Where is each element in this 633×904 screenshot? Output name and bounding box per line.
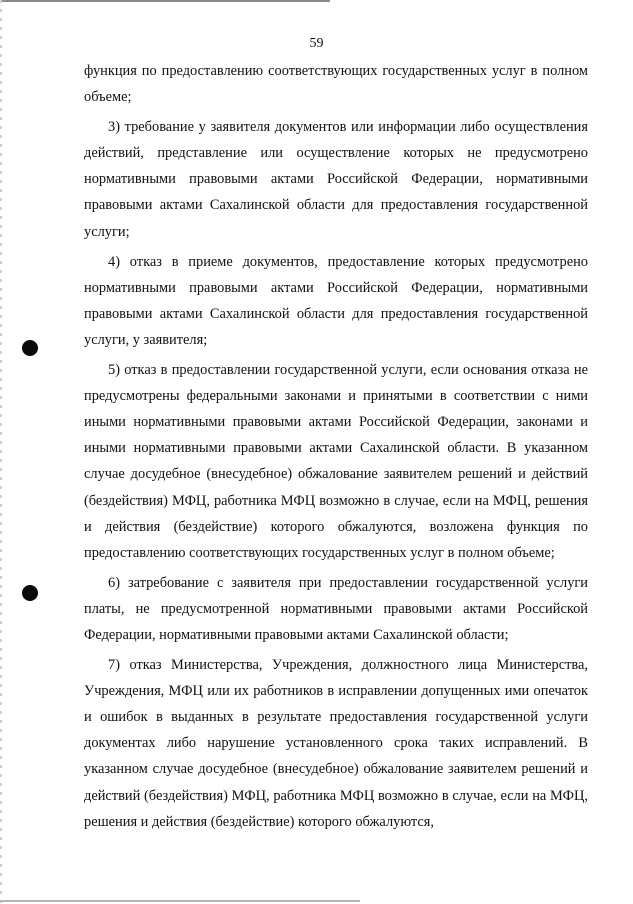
page-number: 59 (309, 36, 324, 51)
paragraph-item-7: 7) отказ Министерства, Учреждения, должностного лица Министерства, Учреждения, МФЦ или их работников в исправлении допущенных ими опечаток и ошибок в выданных в результате предоставления государственной услуги документах либо нарушение установленного срока таких исправлений. В указанном случае досудебное (внесудебное) обжалование заявителем решений и действий (бездействия) МФЦ, работника МФЦ возможно в случае, если на МФЦ, решения и действия (бездействие) которого обжалуются, (84, 657, 588, 830)
paragraph-item-3: 3) требование у заявителя документов или информации либо осуществления действий, представление или осуществление которых не предусмотрено нормативными правовыми актами Российской Федерации, нормативными правовыми актами Сахалинской области для предоставления государственной услуги; (84, 119, 588, 240)
binder-hole-upper (22, 340, 38, 356)
scan-top-edge (0, 0, 330, 2)
paragraph-item-4: 4) отказ в приеме документов, предоставление которых предусмотрено нормативными правовыми актами Российской Федерации, нормативными правовыми актами Сахалинской области для предоставления государственной услуги, у заявителя; (84, 253, 588, 348)
paragraph-continuation: функция по предоставлению соответствующих государственных услуг в полном объеме; (84, 63, 588, 106)
body-text (84, 58, 588, 835)
scan-left-edge (0, 0, 2, 904)
paragraph-item-6: 6) затребование с заявителя при предоставлении государственной услуги платы, не предусмотренной нормативными правовыми актами Российской Федерации, нормативными правовыми актами Сахалинской области; (84, 574, 588, 643)
binder-hole-lower (22, 585, 38, 601)
scan-bottom-edge (0, 900, 360, 902)
paragraph-item-5: 5) отказ в предоставлении государственной услуги, если основания отказа не предусмотрены федеральными законами и принятыми в соответствии с ними иными нормативными правовыми актами Российской Федерации, законами и иными нормативными правовыми актами Сахалинской области. В указанном случае досудебное (внесудебное) обжалование заявителем решений и действий (бездействия) МФЦ, работника МФЦ возможно в случае, если на МФЦ, решения и действия (бездействие) которого обжалуются, возложена функция по предоставлению соответствующих государственных услуг в полном объеме; (84, 362, 588, 561)
